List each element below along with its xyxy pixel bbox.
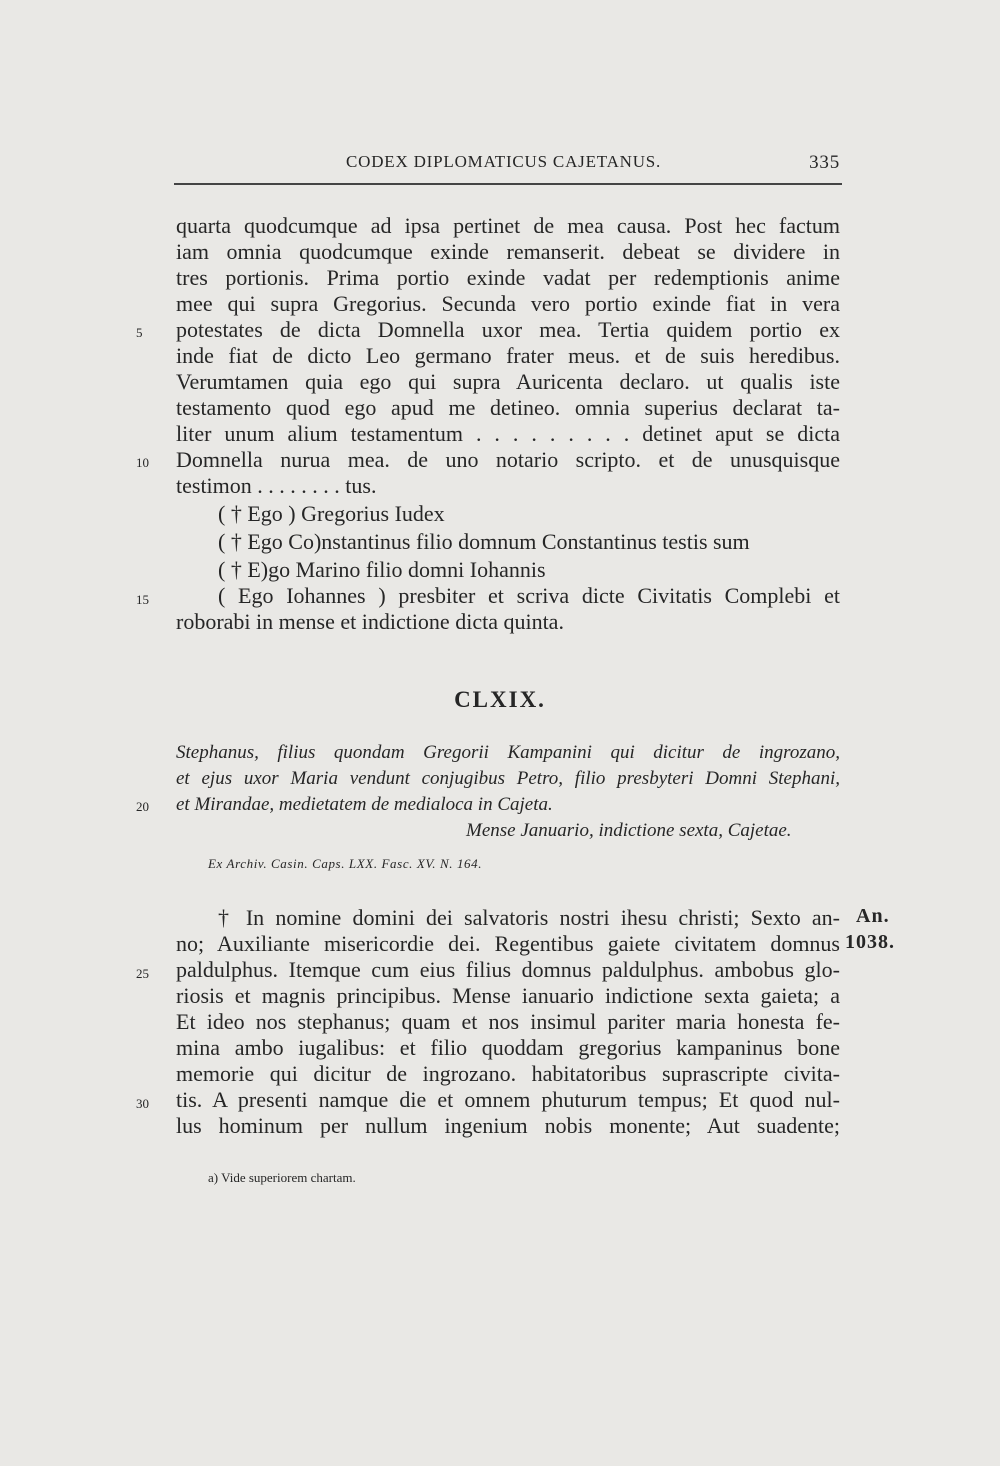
text-line: iam omnia quodcumque exinde remanserit. debeat se dividere in bbox=[176, 239, 840, 264]
line-number: 10 bbox=[136, 455, 149, 470]
charter-line: Et ideo nos stephanus; quam et nos insimul pariter maria honesta fe- bbox=[176, 1009, 840, 1034]
margin-year: 1038. bbox=[845, 931, 895, 953]
text-line: testimon . . . . . . . . tus. bbox=[176, 473, 377, 498]
summary-line: et ejus uxor Maria vendunt conjugibus Petro, filio presbyteri Domni Stephani, bbox=[176, 768, 840, 789]
text-line: liter unum alium testamentum . . . . . . . . . detinet aput se dicta bbox=[176, 421, 840, 446]
subscription-line: ( † Ego ) Gregorius Iudex bbox=[218, 501, 445, 526]
text-line: inde fiat de dicto Leo germano frater meus. et de suis heredibus. bbox=[176, 343, 840, 368]
footnote: a) Vide superiorem chartam. bbox=[208, 1170, 356, 1185]
charter-line: lus hominum per nullum ingenium nobis monente; Aut suadente; bbox=[176, 1113, 840, 1138]
charter-line: † In nomine domini dei salvatoris nostri ihesu christi; Sexto an- bbox=[218, 905, 840, 930]
charter-number: CLXIX. bbox=[454, 687, 546, 712]
text-line: roborabi in mense et indictione dicta quinta. bbox=[176, 609, 564, 634]
summary-line: Stephanus, filius quondam Gregorii Kampanini qui dicitur de ingrozano, bbox=[176, 742, 840, 763]
line-number: 5 bbox=[136, 325, 143, 340]
subscription-line: ( † Ego Co)nstantinus filio domnum Constantinus testis sum bbox=[218, 529, 750, 554]
charter-line: memorie qui dicitur de ingrozano. habitatoribus suprascripte civita- bbox=[176, 1061, 840, 1086]
header-rule bbox=[174, 183, 842, 185]
charter-line: mina ambo iugalibus: et filio quoddam gregorius kampaninus bone bbox=[176, 1035, 840, 1060]
text-line: quarta quodcumque ad ipsa pertinet de mea causa. Post hec factum bbox=[176, 213, 840, 238]
subscription-line: ( † E)go Marino filio domni Iohannis bbox=[218, 557, 546, 582]
archive-source: Ex Archiv. Casin. Caps. LXX. Fasc. XV. N. 164. bbox=[208, 856, 483, 871]
text-line: tres portionis. Prima portio exinde vadat per redemptionis anime bbox=[176, 265, 840, 290]
running-header bbox=[176, 152, 840, 182]
text-line: testamento quod ego apud me detineo. omnia superius declarat ta- bbox=[176, 395, 840, 420]
subscription-line: ( Ego Iohannes ) presbiter et scriva dicte Civitatis Complebi et bbox=[218, 583, 840, 608]
page-number: 335 bbox=[809, 152, 840, 173]
charter-line: riosis et magnis principibus. Mense ianuario indictione sexta gaieta; a bbox=[176, 983, 840, 1008]
margin-year-label: An. bbox=[856, 905, 890, 927]
charter-line: no; Auxiliante misericordie dei. Regentibus gaiete civitatem domnus bbox=[176, 931, 840, 956]
charter-line: tis. A presenti namque die et omnem phuturum tempus; Et quod nul- bbox=[176, 1087, 840, 1112]
text-line: mee qui supra Gregorius. Secunda vero portio exinde fiat in vera bbox=[176, 291, 840, 316]
line-number: 30 bbox=[136, 1096, 149, 1111]
date-line: Mense Januario, indictione sexta, Cajetae. bbox=[466, 820, 792, 841]
text-line: Verumtamen quia ego qui supra Auricenta declaro. ut qualis iste bbox=[176, 369, 840, 394]
line-number: 20 bbox=[136, 799, 149, 814]
text-line: potestates de dicta Domnella uxor mea. Tertia quidem portio ex bbox=[176, 317, 840, 342]
line-number: 15 bbox=[136, 592, 149, 607]
running-title: CODEX DIPLOMATICUS CAJETANUS. bbox=[346, 152, 662, 171]
summary-line: et Mirandae, medietatem de medialoca in Cajeta. bbox=[176, 794, 553, 815]
charter-line: paldulphus. Itemque cum eius filius domnus paldulphus. ambobus glo- bbox=[176, 957, 840, 982]
line-number: 25 bbox=[136, 966, 149, 981]
text-line: Domnella nurua mea. de uno notario scripto. et de unusquisque bbox=[176, 447, 840, 472]
